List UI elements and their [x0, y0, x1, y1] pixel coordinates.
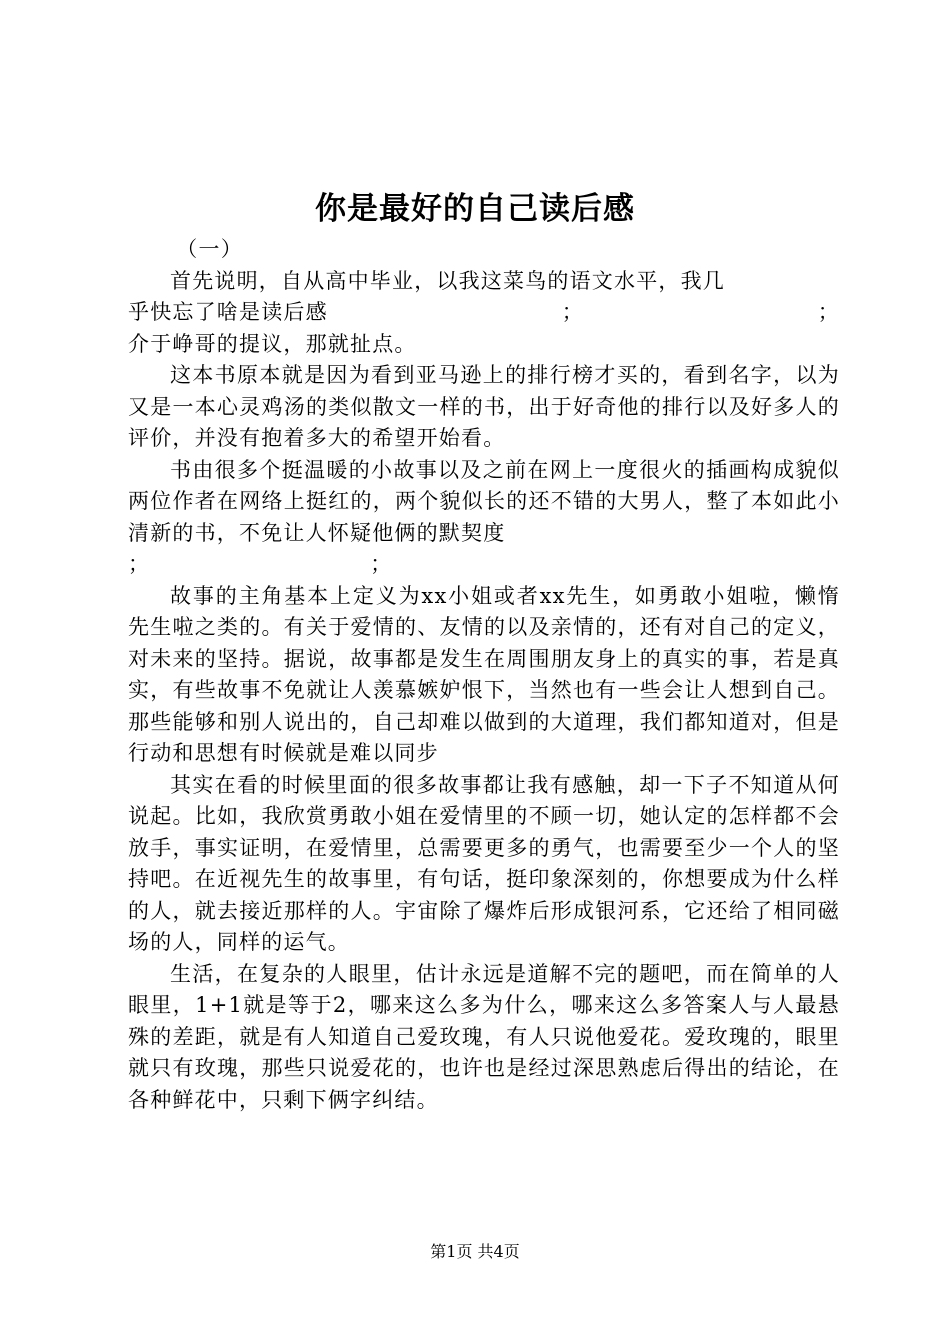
paragraph-1-line-2-text: 乎快忘了啥是读后感	[128, 300, 328, 324]
paragraph-1-line-1: 首先说明，自从高中毕业，以我这菜鸟的语文水平，我几	[170, 268, 725, 293]
paragraph-3-semicolon-b: ；	[370, 552, 393, 576]
paragraph-1-line-3: 介于峥哥的提议，那就扯点。	[128, 331, 417, 356]
paragraph-5: 其实在看的时候里面的很多故事都让我有感触，却一下子不知道从何说起。比如，我欣赏勇敢小姐在爱情里的不顾一切，她认定的怎样都不会放手，事实证明，在爱情里，总需要更多的勇气，也需要至少一个人的坚持吧。在近视先生的故事里，有句话，挺印象深刻的，你想要成为什么样的人，就去接近那样的人。宇宙除了爆炸后形成银河系，它还给了相同磁场的人，同样的运气。	[128, 772, 840, 954]
paragraph-3-semicolon-a: ；	[128, 552, 151, 576]
document-body	[128, 234, 840, 1116]
paragraph-6: 生活，在复杂的人眼里，估计永远是道解不完的题吧，而在简单的人眼里，1+1就是等于2，哪来这么多为什么，哪来这么多答案人与人最悬殊的差距，就是有人知道自己爱玫瑰，有人只说他爱花。爱玫瑰的，眼里就只有玫瑰，那些只说爱花的，也许也是经过深思熟虑后得出的结论，在各种鲜花中，只剩下俩字纠结。	[128, 961, 840, 1112]
document-title: 你是最好的自己读后感	[315, 191, 635, 227]
page-footer: 第1页 共4页	[430, 1242, 520, 1261]
paragraph-1-line-2	[128, 297, 840, 329]
paragraph-1-semicolon-a: ；	[561, 300, 584, 324]
paragraph-3-semicolons	[128, 549, 840, 581]
section-marker: （一）	[176, 237, 243, 261]
paragraph-2: 这本书原本就是因为看到亚马逊上的排行榜才买的，看到名字，以为又是一本心灵鸡汤的类似散文一样的书，出于好奇他的排行以及好多人的评价，并没有抱着多大的希望开始看。	[128, 363, 840, 450]
paragraph-3: 书由很多个挺温暖的小故事以及之前在网上一度很火的插画构成貌似两位作者在网络上挺红的，两个貌似长的还不错的大男人，整了本如此小清新的书，不免让人怀疑他俩的默契度	[128, 457, 840, 545]
paragraph-4: 故事的主角基本上定义为xx小姐或者xx先生，如勇敢小姐啦，懒惰先生啦之类的。有关于爱情的、友情的以及亲情的，还有对自己的定义，对未来的坚持。据说，故事都是发生在周围朋友身上的真实的事，若是真实，有些故事不免就让人羡慕嫉妒恨下，当然也有一些会让人想到自己。那些能够和别人说出的，自己却难以做到的大道理，我们都知道对，但是行动和思想有时候就是难以同步	[128, 583, 840, 765]
paragraph-1-semicolon-b: ；	[817, 300, 840, 324]
